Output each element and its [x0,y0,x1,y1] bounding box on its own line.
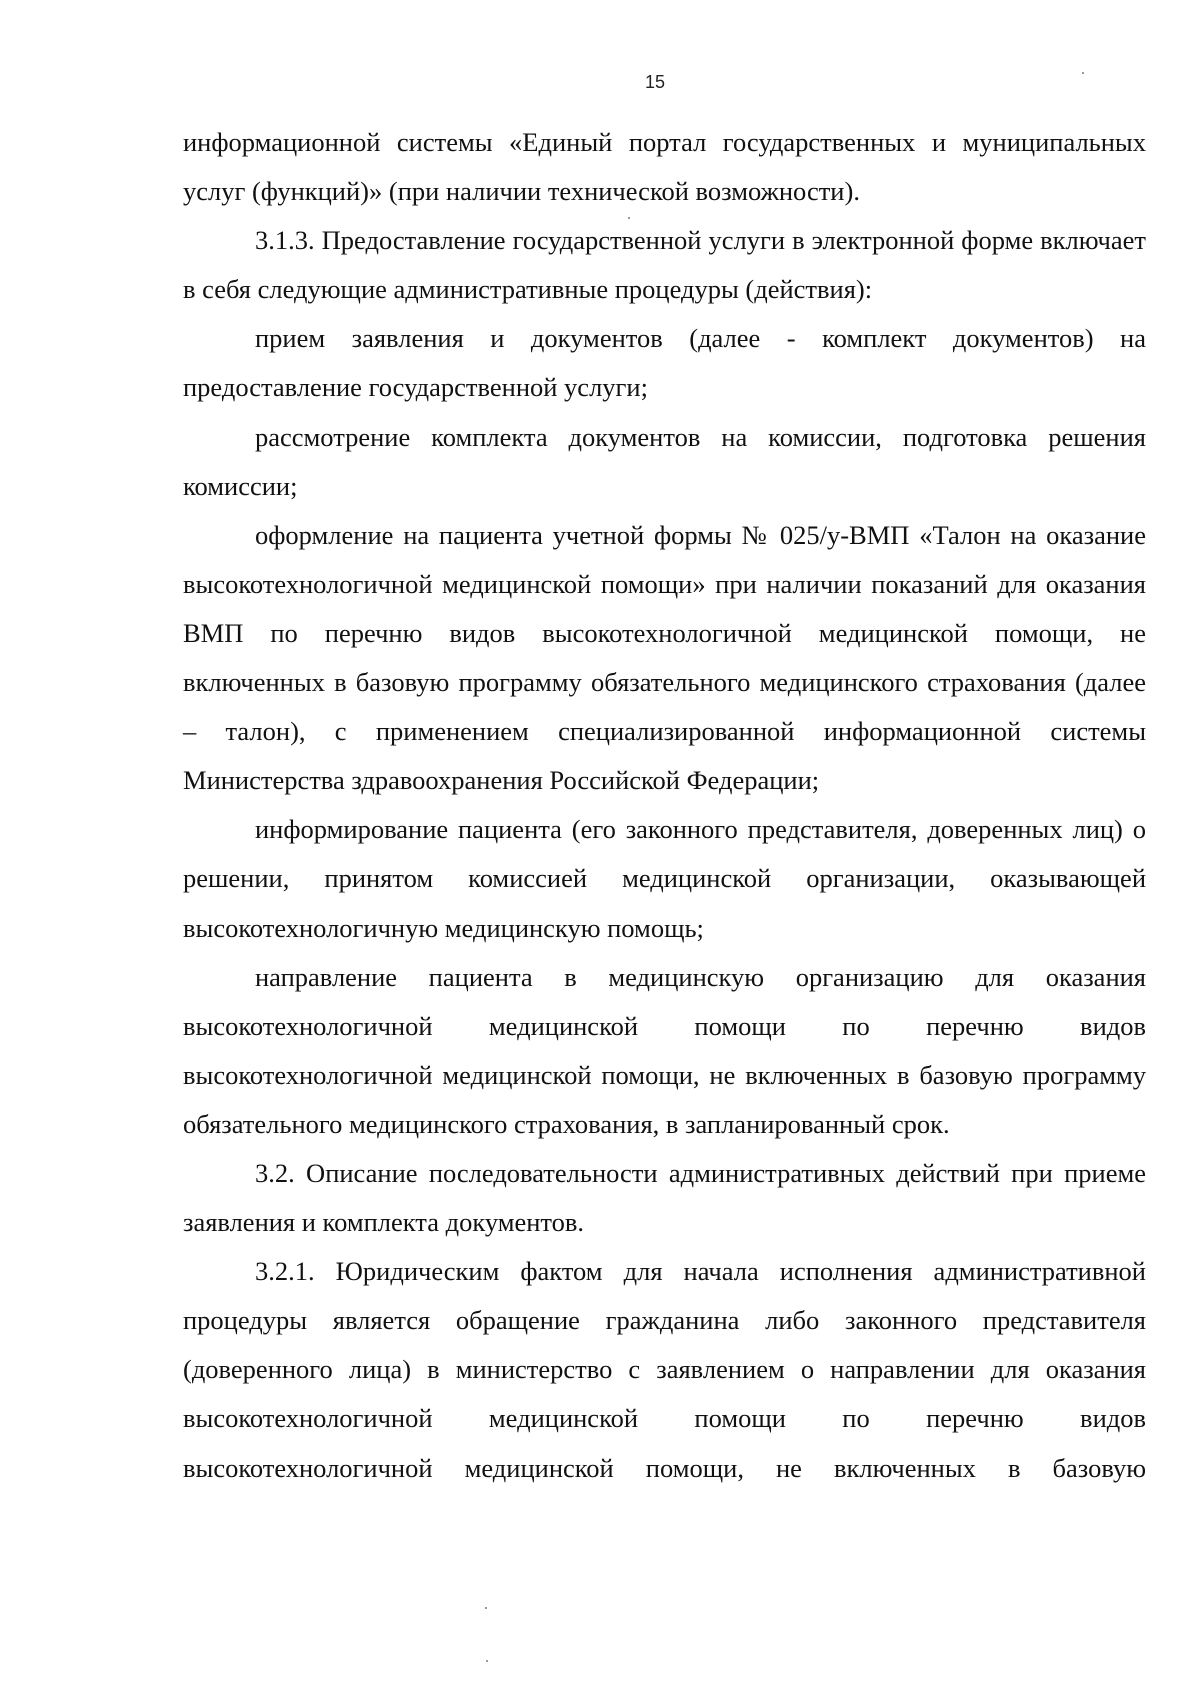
scan-speck [485,1607,487,1609]
paragraph-item-form: оформление на пациента учетной формы № 025/у-ВМП «Талон на оказание высокотехнологичной медицинской помощи» при наличии показаний для оказания ВМП по перечню видов высокотехнологичной медицинской помощи, не включенных в базовую программу обязательного медицинского страхования (далее – талон), с применением специализированной информационной системы Министерства здравоохранения Российской Федерации; [183,519,1146,796]
paragraph-item-reception: прием заявления и документов (далее - комплект документов) на предоставление государственной услуги; [183,323,1146,403]
paragraph-item-review: рассмотрение комплекта документов на комиссии, подготовка решения комиссии; [183,421,1146,501]
page-number: 15 [644,72,666,92]
paragraph-3-2-1: 3.2.1. Юридическим фактом для начала исполнения административной процедуры является обращение гражданина либо законного представителя (доверенного лица) в министерство с заявлением о направлении для оказания высокотехнологичной медицинской помощи по перечню видов высокотехнологичной медицинской помощи, не включенных в базовую [183,1256,1146,1483]
paragraph-3-1-3: 3.1.3. Предоставление государственной услуги в электронной форме включает в себя следующие административные процедуры (действия): [183,225,1146,305]
paragraph-item-referral: направление пациента в медицинскую организацию для оказания высокотехнологичной медицинской помощи по перечню видов высокотехнологичной медицинской помощи, не включенных в базовую программу обязательного медицинского страхования, в запланированный срок. [183,961,1146,1139]
paragraph-3-2: 3.2. Описание последовательности административных действий при приеме заявления и комплекта документов. [183,1157,1146,1238]
paragraph-item-informing: информирование пациента (его законного представителя, доверенных лиц) о решении, принятом комиссией медицинской организации, оказывающей высокотехнологичную медицинскую помощь; [183,814,1146,943]
scan-speck [1082,72,1084,74]
paragraph-continuation: информационной системы «Единый портал государственных и муниципальных услуг (функций)» (при наличии технической возможности). [183,127,1146,207]
scan-speck [486,1660,488,1662]
document-body [183,118,1146,1493]
scan-speck [628,217,630,219]
